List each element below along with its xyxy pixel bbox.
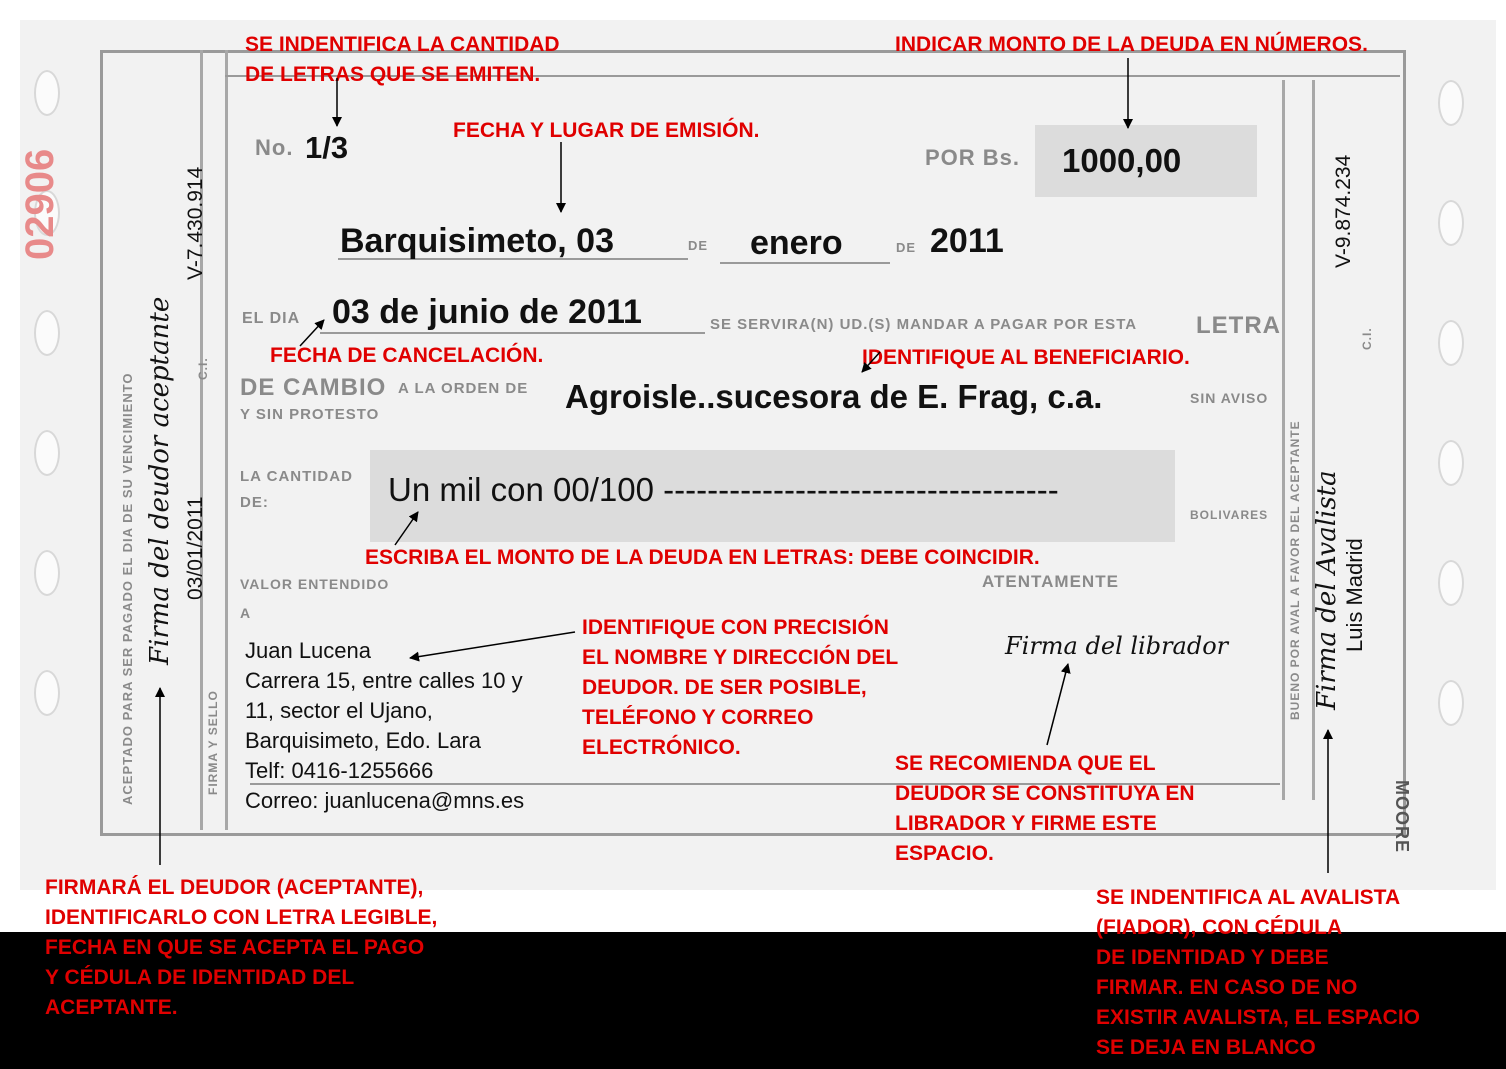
- de-label-1: DE: [688, 238, 709, 253]
- issue-year: 2011: [930, 222, 1004, 260]
- note-line: ACEPTANTE.: [45, 996, 178, 1019]
- number-label: No.: [255, 135, 294, 160]
- debtor-address-2: 11, sector el Ujano,: [245, 698, 433, 723]
- arrow-icon: [300, 320, 324, 346]
- note-line: SE RECOMIENDA QUE EL: [895, 752, 1156, 775]
- note-line: DE LETRAS QUE SE EMITEN.: [245, 63, 541, 86]
- guarantor-id: V-9.874.234: [1332, 154, 1355, 268]
- acceptor-id: V-7.430.914: [184, 166, 207, 280]
- el-dia-label: EL DIA: [242, 310, 301, 327]
- guarantor-signature: Firma del Avalista: [1312, 470, 1342, 710]
- serial-number: 02906: [18, 148, 62, 260]
- debtor-email: Correo: juanlucena@mns.es: [245, 788, 525, 813]
- note-line: DE IDENTIDAD Y DEBE: [1096, 946, 1329, 969]
- a-label: A: [240, 605, 252, 621]
- arrow-icon: [862, 352, 880, 372]
- left-strip-text: ACEPTADO PARA SER PAGADO EL DIA DE SU VENCIMIENTO: [120, 372, 135, 805]
- guarantor-name: Luis Madrid: [1342, 538, 1367, 652]
- note-line: ELECTRÓNICO.: [582, 736, 741, 759]
- arrow-icon: [395, 512, 418, 545]
- note-line: DEUDOR SE CONSTITUYA EN: [895, 782, 1195, 805]
- letra-label: LETRA: [1196, 312, 1281, 339]
- de-label-2: DE: [896, 240, 917, 255]
- acceptor-date: 03/01/2011: [184, 496, 207, 600]
- note-line: ESPACIO.: [895, 842, 994, 865]
- note-line: FIRMARÁ EL DEUDOR (ACEPTANTE),: [45, 876, 424, 899]
- right-strip-text: BUENO POR AVAL A FAVOR DEL ACEPTANTE: [1288, 420, 1302, 720]
- note-line: (FIADOR), CON CÉDULA: [1096, 916, 1343, 939]
- note-line: TELÉFONO Y CORREO: [582, 706, 814, 729]
- note-line: DEUDOR. DE SER POSIBLE,: [582, 676, 867, 699]
- due-date: 03 de junio de 2011: [332, 293, 642, 331]
- sin-protesto-label: Y SIN PROTESTO: [240, 406, 380, 423]
- valor-entendido-label: VALOR ENTENDIDO: [240, 576, 390, 592]
- amount-note: INDICAR MONTO DE LA DEUDA EN NÚMEROS.: [895, 33, 1368, 56]
- atentamente-label: ATENTAMENTE: [982, 572, 1119, 591]
- drawer-signature: Firma del librador: [1005, 632, 1229, 660]
- amount-value: 1000,00: [1062, 142, 1182, 179]
- date-place-note: FECHA Y LUGAR DE EMISIÓN.: [453, 119, 760, 142]
- de-cambio-label: DE CAMBIO: [240, 374, 387, 401]
- note-line: FECHA EN QUE SE ACEPTA EL PAGO: [45, 936, 425, 959]
- arrow-icon: [1047, 664, 1068, 745]
- note-line: IDENTIFIQUE CON PRECISIÓN: [582, 616, 889, 639]
- note-line: SE INDENTIFICA AL AVALISTA: [1096, 886, 1401, 909]
- note-line: SE INDENTIFICA LA CANTIDAD: [245, 33, 560, 56]
- sin-aviso-label: SIN AVISO: [1190, 390, 1269, 406]
- debtor-address-3: Barquisimeto, Edo. Lara: [245, 728, 482, 753]
- arrow-icon: [410, 632, 575, 658]
- a-la-orden-label: A LA ORDEN DE: [398, 380, 529, 397]
- ci-label-left: C.I.: [196, 357, 210, 380]
- amount-words-note: ESCRIBA EL MONTO DE LA DEUDA EN LETRAS: DEBE COINCIDIR.: [365, 546, 1040, 569]
- acceptor-signature: Firma del deudor aceptante: [145, 296, 175, 665]
- note-line: FIRMAR. EN CASO DE NO: [1096, 976, 1358, 999]
- letter-number: 1/3: [305, 130, 349, 165]
- cancel-date-note: FECHA DE CANCELACIÓN.: [270, 344, 544, 367]
- brand-label: MOORE: [1392, 780, 1412, 854]
- la-cantidad-label: LA CANTIDAD: [240, 468, 353, 485]
- servira-text: SE SERVIRA(N) UD.(S) MANDAR A PAGAR POR ESTA: [710, 316, 1138, 333]
- note-line: LIBRADOR Y FIRME ESTE: [895, 812, 1157, 835]
- amount-in-words: Un mil con 00/100 ------------------------------------: [388, 471, 1059, 508]
- amount-label: POR Bs.: [925, 145, 1021, 170]
- beneficiary-note: IDENTIFIQUE AL BENEFICIARIO.: [862, 346, 1190, 369]
- debtor-name: Juan Lucena: [245, 638, 371, 663]
- note-line: Y CÉDULA DE IDENTIDAD DEL: [45, 966, 355, 989]
- firma-sello-label: FIRMA Y SELLO: [206, 690, 220, 795]
- de-label-3: DE:: [240, 494, 269, 511]
- note-line: EL NOMBRE Y DIRECCIÓN DEL: [582, 646, 899, 669]
- issue-place-date: Barquisimeto, 03: [340, 222, 614, 260]
- beneficiary: Agroisle..sucesora de E. Frag, c.a.: [565, 378, 1103, 415]
- bolivares-label: BOLIVARES: [1190, 508, 1269, 522]
- ci-label-right: C.I.: [1360, 327, 1374, 350]
- debtor-phone: Telf: 0416-1255666: [245, 758, 434, 783]
- note-line: EXISTIR AVALISTA, EL ESPACIO: [1096, 1006, 1420, 1029]
- debtor-address-1: Carrera 15, entre calles 10 y: [245, 668, 523, 693]
- note-line: IDENTIFICARLO CON LETRA LEGIBLE,: [45, 906, 438, 929]
- note-line: SE DEJA EN BLANCO: [1096, 1036, 1316, 1059]
- issue-month: enero: [750, 224, 843, 262]
